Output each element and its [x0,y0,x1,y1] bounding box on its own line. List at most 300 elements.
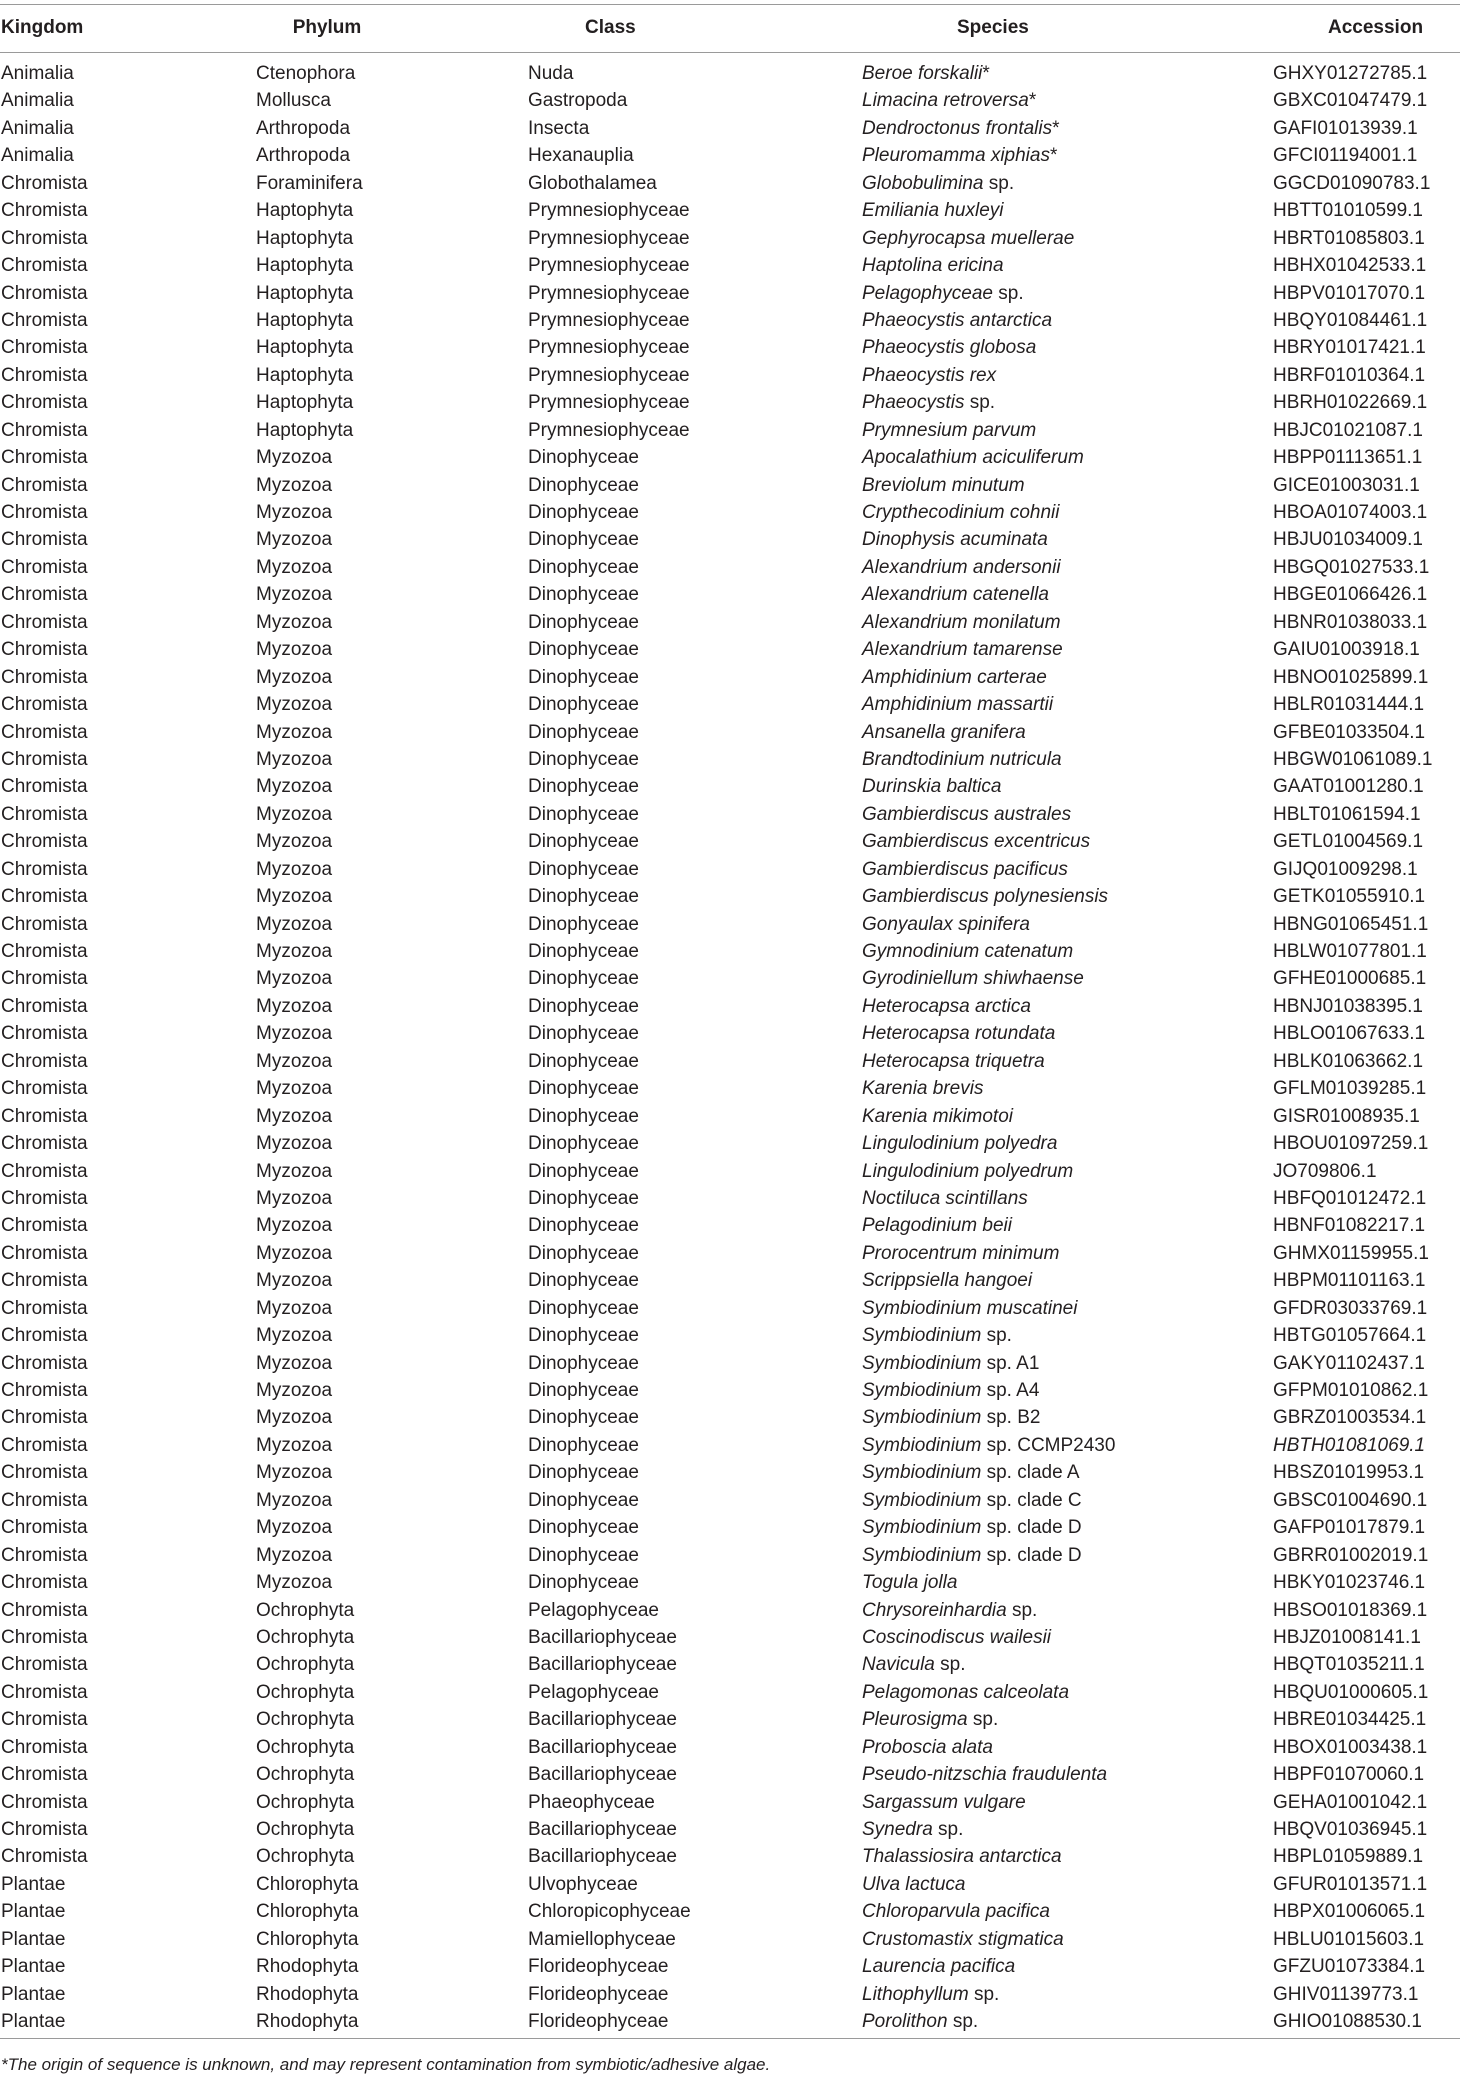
class-text: Bacillariophyceae [528,1736,677,1758]
species-cell [862,1295,1077,1322]
species-cell [862,1432,1115,1459]
accession-cell [1273,1267,1425,1294]
class-cell [528,636,639,663]
phylum-text: Rhodophyta [256,1956,359,1978]
kingdom-cell [1,773,88,800]
class-text: Prymnesiophyceae [528,255,690,277]
species-text: Karenia brevis [862,1078,984,1100]
kingdom-cell [1,1240,88,1267]
class-cell [528,911,639,938]
class-cell [528,444,639,471]
phylum-text: Myzozoa [256,1160,333,1182]
phylum-cell [256,1185,332,1212]
species-text: Synedra [862,1819,933,1840]
kingdom-text: Chromista [1,1846,88,1868]
table-row [0,1487,1460,1514]
kingdom-cell [1,334,88,361]
kingdom-text: Chromista [1,255,88,277]
accession-text: HBGQ01027533.1 [1273,556,1430,578]
accession-cell [1273,609,1427,636]
phylum-text: Myzozoa [256,529,333,551]
table-row [0,1350,1460,1377]
kingdom-cell [1,417,88,444]
species-text: Heterocapsa arctica [862,995,1031,1017]
phylum-cell [256,1075,332,1102]
table-row [0,1871,1460,1898]
kingdom-text: Chromista [1,1434,88,1456]
species-text: Symbiodinium [862,1380,982,1401]
species-cell [862,334,1036,361]
table-row [0,883,1460,910]
accession-text: HBGW01061089.1 [1273,748,1433,770]
class-cell [528,1651,677,1678]
class-text: Dinophyceae [528,694,639,716]
species-text: Laurencia pacifica [862,1956,1016,1978]
class-text: Dinophyceae [528,721,639,743]
species-text: * [1052,117,1060,139]
kingdom-text: Chromista [1,694,88,716]
accession-cell [1273,773,1424,800]
phylum-text: Myzozoa [256,1517,333,1539]
kingdom-cell [1,1267,88,1294]
class-text: Dinophyceae [528,1325,639,1347]
table-row [0,1624,1460,1651]
phylum-cell [256,664,332,691]
accession-cell [1273,1542,1428,1569]
class-text: Dinophyceae [528,474,639,496]
class-cell [528,746,639,773]
class-text: Dinophyceae [528,941,639,962]
class-cell [528,1981,668,2008]
species-text: Alexandrium tamarense [862,639,1063,661]
phylum-cell [256,1377,332,1404]
accession-cell [1273,1514,1425,1541]
phylum-text: Myzozoa [256,776,333,798]
kingdom-text: Chromista [1,1791,88,1813]
accession-text: GFBE01033504.1 [1273,721,1426,743]
phylum-text: Myzozoa [256,913,333,935]
species-text: Navicula [862,1654,935,1676]
class-cell [528,1706,677,1733]
kingdom-cell [1,2008,65,2035]
phylum-cell [256,1789,354,1816]
table-body [0,60,1460,2036]
kingdom-text: Chromista [1,584,88,606]
class-text: Dinophyceae [528,858,639,880]
accession-cell [1273,307,1427,334]
species-cell [862,1679,1069,1706]
kingdom-cell [1,691,88,718]
class-cell [528,1377,639,1404]
kingdom-text: Chromista [1,419,88,441]
table-row [0,1295,1460,1322]
species-text: Pleurosigma [862,1709,968,1731]
accession-text: HBJU01034009.1 [1273,529,1423,551]
class-text: Prymnesiophyceae [528,227,690,249]
species-text: Noctiluca scintillans [862,1187,1028,1209]
table-row [0,691,1460,718]
table-row [0,1542,1460,1569]
accession-cell [1273,1816,1427,1843]
accession-cell [1273,472,1420,499]
kingdom-cell [1,444,88,471]
class-cell [528,1459,639,1486]
species-text: * [1049,145,1058,167]
class-text: Dinophyceae [528,1133,639,1155]
phylum-cell [256,1158,332,1185]
species-cell [862,581,1049,608]
class-cell [528,1871,638,1898]
phylum-cell [256,1295,332,1322]
species-cell [862,1350,1039,1377]
phylum-text: Haptophyta [256,282,354,304]
table-row [0,993,1460,1020]
kingdom-text: Chromista [1,721,88,743]
header-class: Class [585,17,636,38]
species-text: Dinophysis acuminata [862,529,1048,551]
phylum-text: Myzozoa [256,474,333,496]
phylum-text: Ochrophyta [256,1819,355,1840]
accession-text: HBQU01000605.1 [1273,1681,1429,1703]
phylum-text: Myzozoa [256,666,333,688]
accession-cell [1273,1459,1424,1486]
kingdom-cell [1,115,74,142]
species-cell [862,965,1084,992]
kingdom-text: Chromista [1,1681,88,1703]
species-text: Heterocapsa triquetra [862,1050,1045,1072]
phylum-text: Ochrophyta [256,1791,355,1813]
species-cell [862,1514,1082,1541]
species-cell [862,773,1001,800]
class-text: Dinophyceae [528,611,639,633]
class-cell [528,142,634,169]
species-cell [862,1020,1055,1047]
phylum-text: Myzozoa [256,721,333,743]
class-cell [528,1185,639,1212]
phylum-cell [256,1487,332,1514]
accession-text: GFDR03033769.1 [1273,1297,1428,1319]
class-text: Bacillariophyceae [528,1626,677,1648]
class-cell [528,334,690,361]
kingdom-text: Plantae [1,1956,66,1978]
class-text: Dinophyceae [528,1187,639,1209]
phylum-text: Rhodophyta [256,2011,359,2033]
kingdom-cell [1,1514,88,1541]
kingdom-cell [1,1048,88,1075]
species-cell [862,1843,1062,1870]
phylum-cell [256,1130,332,1157]
accession-cell [1273,581,1427,608]
kingdom-cell [1,389,88,416]
phylum-cell [256,636,332,663]
phylum-text: Myzozoa [256,1187,333,1209]
species-text: sp. CCMP2430 [981,1434,1116,1456]
class-text: Dinophyceae [528,1215,639,1237]
accession-text: GETL01004569.1 [1273,831,1424,853]
accession-cell [1273,1706,1426,1733]
phylum-text: Myzozoa [256,1544,333,1566]
accession-text: HBLT01061594.1 [1273,803,1421,825]
species-text: Lingulodinium polyedra [862,1133,1058,1155]
phylum-text: Myzozoa [256,858,333,880]
phylum-text: Ochrophyta [256,1626,355,1648]
phylum-cell [256,252,353,279]
class-text: Dinophyceae [528,1078,639,1100]
phylum-cell [256,883,332,910]
kingdom-text: Chromista [1,666,88,688]
class-text: Pelagophyceae [528,1681,659,1703]
phylum-cell [256,1843,354,1870]
class-cell [528,389,690,416]
phylum-text: Chlorophyta [256,1873,359,1895]
phylum-cell [256,1212,332,1239]
accession-text: JO709806.1 [1273,1160,1377,1182]
accession-cell [1273,197,1423,224]
accession-text: GBRZ01003534.1 [1273,1407,1427,1429]
class-text: Globothalamea [528,172,657,194]
phylum-cell [256,1432,332,1459]
class-cell [528,1432,639,1459]
table-row [0,609,1460,636]
class-cell [528,581,639,608]
table-row [0,1926,1460,1953]
kingdom-cell [1,801,88,828]
kingdom-cell [1,1158,88,1185]
class-cell [528,691,639,718]
species-text: Apocalathium aciculiferum [862,447,1084,469]
accession-cell [1273,1075,1426,1102]
accession-text: HBTG01057664.1 [1273,1325,1427,1347]
class-text: Dinophyceae [528,666,639,688]
class-text: Dinophyceae [528,1462,639,1484]
accession-text: GFZU01073384.1 [1273,1956,1426,1978]
species-cell [862,1789,1026,1816]
kingdom-text: Animalia [1,145,74,167]
phylum-text: Arthropoda [256,145,351,167]
table-row [0,1953,1460,1980]
accession-text: HBPL01059889.1 [1273,1846,1424,1868]
species-text: sp. [947,2011,979,2033]
species-cell [862,1130,1057,1157]
table-row [0,225,1460,252]
class-cell [528,609,639,636]
kingdom-text: Chromista [1,200,88,222]
species-text: Lithophyllum [862,1983,969,2005]
table-row [0,938,1460,965]
phylum-cell [256,1514,332,1541]
species-text: Brandtodinium nutricula [862,748,1062,770]
table-row [0,1103,1460,1130]
species-text: Ansanella granifera [862,721,1026,743]
phylum-cell [256,334,353,361]
accession-text: GAFP01017879.1 [1273,1517,1426,1539]
table-row [0,87,1460,114]
accession-cell [1273,389,1427,416]
kingdom-text: Chromista [1,776,88,798]
species-text: sp. clade D [981,1544,1082,1566]
class-text: Bacillariophyceae [528,1764,677,1786]
kingdom-text: Plantae [1,1901,66,1923]
phylum-cell [256,362,353,389]
accession-cell [1273,1048,1423,1075]
accession-text: GICE01003031.1 [1273,474,1420,496]
accession-cell [1273,746,1433,773]
species-text: sp. B2 [981,1407,1041,1429]
kingdom-text: Chromista [1,1709,88,1731]
accession-text: GHMX01159955.1 [1273,1242,1429,1264]
kingdom-cell [1,911,88,938]
class-text: Chloropicophyceae [528,1901,691,1923]
phylum-cell [256,1404,332,1431]
class-cell [528,801,639,828]
accession-text: HBQV01036945.1 [1273,1819,1428,1840]
kingdom-cell [1,1404,88,1431]
class-cell [528,1487,639,1514]
kingdom-cell [1,993,88,1020]
phylum-cell [256,1542,332,1569]
class-cell [528,307,690,334]
phylum-cell [256,526,332,553]
kingdom-cell [1,1075,88,1102]
kingdom-cell [1,1130,88,1157]
kingdom-text: Chromista [1,474,88,496]
accession-cell [1273,1953,1425,1980]
phylum-cell [256,1953,358,1980]
accession-cell [1273,60,1427,87]
kingdom-text: Chromista [1,392,88,414]
accession-text: HBLO01067633.1 [1273,1023,1426,1045]
accession-text: HBNR01038033.1 [1273,611,1428,633]
phylum-cell [256,1981,358,2008]
table-row [0,1843,1460,1870]
species-text: Thalassiosira antarctica [862,1846,1062,1868]
phylum-cell [256,856,332,883]
kingdom-cell [1,1651,88,1678]
kingdom-cell [1,1761,88,1788]
table-row [0,1597,1460,1624]
table-row [0,1212,1460,1239]
kingdom-cell [1,746,88,773]
class-cell [528,1898,691,1925]
species-cell [862,746,1062,773]
phylum-text: Haptophyta [256,337,354,359]
kingdom-cell [1,1981,65,2008]
accession-cell [1273,1651,1425,1678]
species-text: Gyrodiniellum shiwhaense [862,968,1084,990]
class-cell [528,1103,639,1130]
species-cell [862,1898,1050,1925]
class-cell [528,1048,639,1075]
class-text: Dinophyceae [528,1023,639,1045]
table-row [0,1679,1460,1706]
species-cell [862,801,1071,828]
class-text: Dinophyceae [528,1242,639,1264]
species-cell [862,2008,978,2035]
accession-text: HBRY01017421.1 [1273,337,1426,359]
phylum-cell [256,719,332,746]
class-text: Prymnesiophyceae [528,309,690,331]
class-cell [528,773,639,800]
species-text: sp. [981,1325,1012,1347]
accession-text: HBQY01084461.1 [1273,309,1428,331]
table-row [0,856,1460,883]
species-cell [862,307,1052,334]
class-cell [528,1130,639,1157]
accession-cell [1273,2008,1422,2035]
class-text: Insecta [528,117,590,139]
kingdom-cell [1,1898,65,1925]
phylum-text: Myzozoa [256,748,333,770]
accession-text: HBKY01023746.1 [1273,1572,1426,1594]
table-row [0,1569,1460,1596]
kingdom-text: Chromista [1,1544,88,1566]
table-row [0,801,1460,828]
class-text: Ulvophyceae [528,1873,638,1895]
phylum-text: Ochrophyta [256,1846,355,1868]
phylum-text: Ochrophyta [256,1654,355,1676]
class-text: Gastropoda [528,90,628,112]
accession-text: HBLK01063662.1 [1273,1050,1424,1072]
accession-text: HBRF01010364.1 [1273,364,1426,386]
species-text: Gymnodinium catenatum [862,941,1074,962]
species-text: Symbiodinium [862,1407,982,1429]
species-cell [862,1158,1073,1185]
class-text: Dinophyceae [528,776,639,798]
phylum-cell [256,581,332,608]
class-cell [528,115,589,142]
species-cell [862,636,1063,663]
species-text: Amphidinium carterae [862,666,1047,688]
phylum-text: Ochrophyta [256,1736,355,1758]
kingdom-text: Chromista [1,309,88,331]
class-text: Dinophyceae [528,529,639,551]
species-text: sp. A1 [981,1352,1040,1374]
class-cell [528,472,639,499]
accession-cell [1273,1624,1421,1651]
phylum-cell [256,773,332,800]
species-cell [862,828,1090,855]
accession-cell [1273,1981,1418,2008]
table-row [0,1075,1460,1102]
kingdom-cell [1,1185,88,1212]
phylum-text: Myzozoa [256,1434,333,1456]
kingdom-cell [1,828,88,855]
accession-cell [1273,1679,1428,1706]
class-text: Bacillariophyceae [528,1654,677,1676]
class-text: Dinophyceae [528,1544,639,1566]
class-cell [528,554,639,581]
kingdom-cell [1,1569,88,1596]
class-cell [528,1734,677,1761]
accession-cell [1273,636,1420,663]
accession-cell [1273,1898,1425,1925]
kingdom-text: Animalia [1,63,74,84]
class-cell [528,828,639,855]
phylum-text: Mollusca [256,90,331,112]
accession-cell [1273,142,1417,169]
class-cell [528,856,639,883]
table-row [0,1789,1460,1816]
species-cell [862,1542,1082,1569]
species-cell [862,883,1108,910]
phylum-text: Foraminifera [256,172,363,194]
accession-text: HBRH01022669.1 [1273,392,1428,414]
class-text: Dinophyceae [528,831,639,853]
class-text: Dinophyceae [528,886,639,908]
species-text: Beroe forskalii [862,63,983,84]
species-cell [862,856,1068,883]
accession-cell [1273,115,1418,142]
